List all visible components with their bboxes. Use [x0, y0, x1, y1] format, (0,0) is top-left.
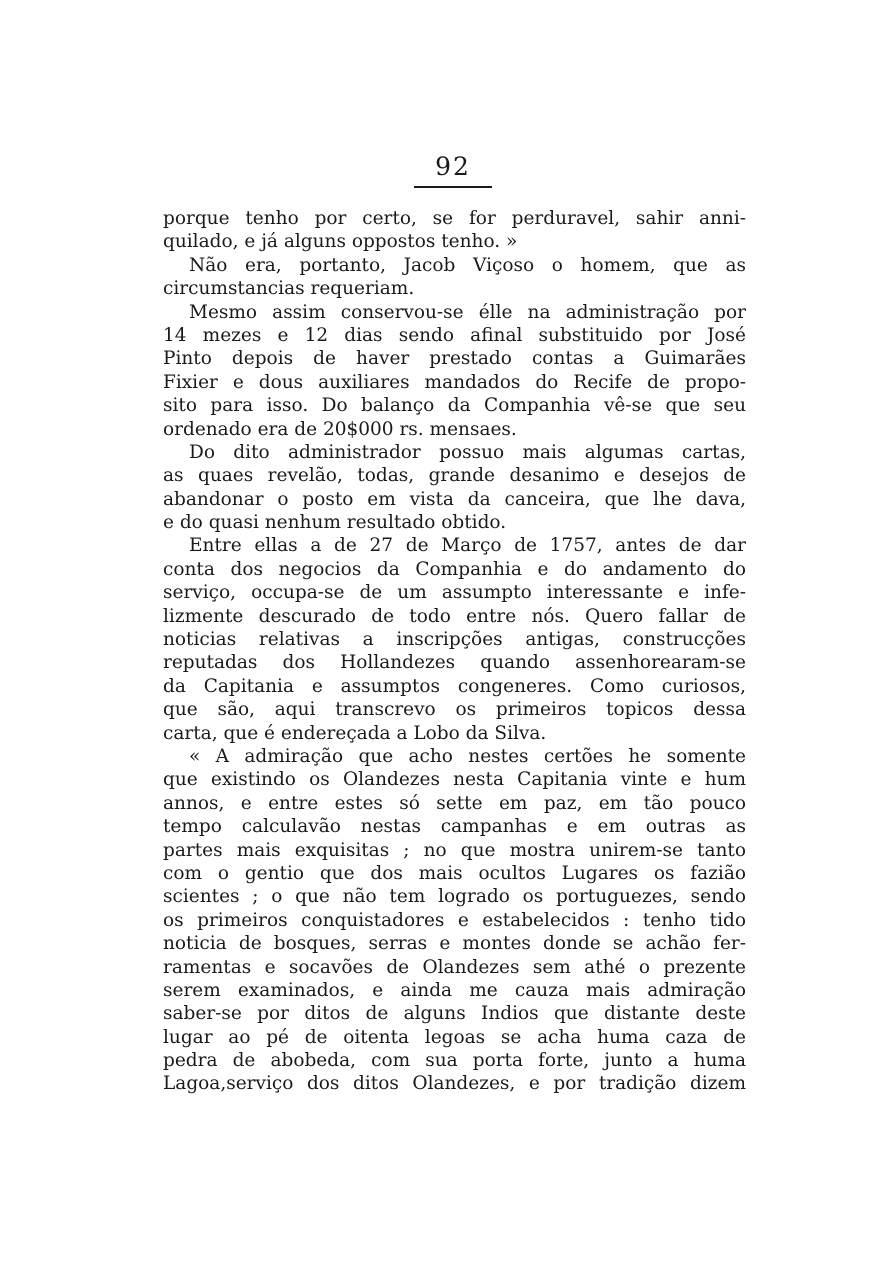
text-line: abandonar o posto em vista da canceira, que lhe dava,	[163, 488, 746, 510]
text-line: Pinto depois de haver prestado contas a Guimarães	[163, 348, 746, 370]
text-line: da Capitania e assumptos congeneres. Como curiosos,	[163, 675, 746, 697]
text-line: saber-se por ditos de alguns Indios que distante deste	[163, 1003, 746, 1025]
text-line: os primeiros conquistadores e estabelecidos : tenho tido	[163, 909, 746, 931]
text-line: tempo calculavão nestas campanhas e em outras as	[163, 816, 746, 838]
text-line: « A admiração que acho nestes certões he somente	[189, 745, 746, 767]
text-line: serviço, occupa-se de um assumpto interessante e infe-	[163, 582, 746, 604]
text-line: circumstancias requeriam.	[163, 278, 415, 300]
text-line: serem examinados, e ainda me cauza mais admiração	[163, 979, 746, 1001]
text-line: porque tenho por certo, se for perduravel, sahir anni-	[163, 208, 746, 229]
text-line: Mesmo assim conservou-se élle na administração por	[189, 301, 746, 323]
text-line: conta dos negocios da Companhia e do andamento do	[163, 558, 746, 580]
text-line: que são, aqui transcrevo os primeiros topicos dessa	[163, 699, 746, 721]
text-line: e do quasi nenhum resultado obtido.	[163, 512, 507, 534]
text-line: com o gentio que dos mais ocultos Lugares os fazião	[163, 862, 746, 884]
text-line: Entre ellas a de 27 de Março de 1757, antes de dar	[189, 535, 746, 557]
text-line: noticia de bosques, serras e montes donde se achão fer-	[163, 933, 746, 955]
text-line: ramentas e socavões de Olandezes sem athé o prezente	[163, 956, 746, 978]
text-line: reputadas dos Hollandezes quando assenhorearam-se	[163, 652, 746, 674]
text-line: ordenado era de 20$000 rs. mensaes.	[163, 418, 517, 440]
body-text	[163, 207, 746, 1096]
text-line: noticias relativas a inscripções antigas, construcções	[163, 629, 746, 651]
page-number: 92	[435, 152, 471, 181]
text-line: lizmente descurado de todo entre nós. Quero fallar de	[163, 605, 746, 627]
page-number-rule	[414, 186, 492, 188]
text-line: sito para isso. Do balanço da Companhia vê-se que seu	[163, 395, 746, 417]
text-line: partes mais exquisitas ; no que mostra unirem-se tanto	[163, 839, 746, 861]
text-line: Não era, portanto, Jacob Viçoso o homem, que as	[189, 254, 746, 276]
text-line: que existindo os Olandezes nesta Capitania vinte e hum	[163, 769, 746, 791]
text-line: Lagoa,serviço dos ditos Olandezes, e por tradição dizem	[163, 1073, 746, 1095]
text-line: Fixier e dous auxiliares mandados do Recife de propo-	[163, 371, 746, 393]
text-line: 14 mezes e 12 dias sendo afinal substituido por José	[163, 324, 746, 346]
text-line: pedra de abobeda, com sua porta forte, junto a huma	[163, 1050, 746, 1072]
text-line: lugar ao pé de oitenta legoas se acha huma caza de	[163, 1026, 746, 1048]
text-line: quilado, e já alguns oppostos tenho. »	[163, 231, 518, 253]
text-line: as quaes revelão, todas, grande desanimo e desejos de	[163, 465, 746, 487]
text-line: Do dito administrador possuo mais algumas cartas,	[189, 441, 746, 463]
text-line: scientes ; o que não tem logrado os portuguezes, sendo	[163, 886, 746, 908]
text-line: carta, que é endereçada a Lobo da Silva.	[163, 722, 547, 744]
text-line: annos, e entre estes só sette em paz, em tão pouco	[163, 792, 746, 814]
